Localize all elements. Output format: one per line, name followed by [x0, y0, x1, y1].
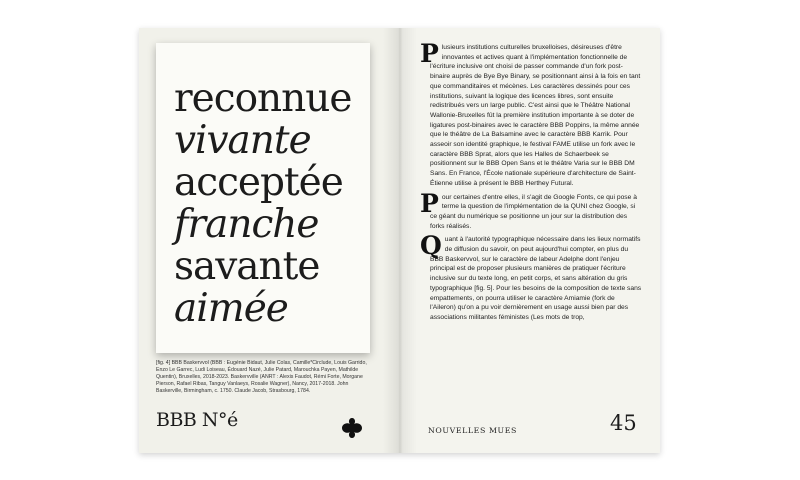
paragraph-3	[420, 231, 642, 322]
dropcap-p: P	[420, 39, 439, 68]
right-page	[400, 28, 660, 453]
running-footer-title: NOUVELLES MUES	[428, 426, 517, 435]
poster-figure	[156, 43, 370, 353]
dropcap-q: Q	[420, 231, 442, 261]
paragraph-1	[420, 39, 642, 189]
poster-word-1: reconnue	[174, 76, 352, 121]
masthead-logo: BBB N°é	[156, 409, 238, 431]
paragraph-3-text: uant à l'autorité typographique nécessaire dans les lieux normatifs de diffusion du savoir, on peut aujourd'hui compter, en plus du BBB Baskervvol, sur le caractère de labeur Adelphe dont l'enjeu principal est de proposer plusieurs manières de pratiquer l'écriture inclusive sur du texte long, en petit corps, et sans altération du gris typographique [fig. 5]. Pour les besoins de la composition de texte sans empattements, on pourra utiliser le caractère Amiamie (fork de l'Aileron) qu'on a pu voir dernièrement en usage aussi bien par des associations militantes féministes (Les mots de trop,	[430, 236, 642, 321]
paragraph-2-text: our certaines d'entre elles, il s'agit de Google Fonts, ce qui pose à terme la question de l'implémentation de la QUNI chez Google, si ce géant du numérique se positionne un jour sur la distribution des forks réalisés.	[430, 193, 637, 230]
page-number: 45	[610, 411, 637, 435]
figure-caption: [fig. 4] BBB Baskervvol (BBB : Eugénie Bidaut, Julie Colas, Camille*Circlude, Louis Garrido, Enzo Le Garrec, Ludi Loiseau, Édouard Nazé, Julie Patard, Marouchka Payen, Mathilde Quentin), Bruxelles, 2018-2023. Baskervville (ANRT : Alexis Faudot, Rémi Forte, Morgane Pierson, Rafael Ribas, Tanguy Vanlaeys, Rosalie Wagner), Nancy, 2017-2018. John Baskerville, Birmingham, c. 1750. Claude Jacob, Strasbourg, 1784.	[156, 360, 367, 394]
poster-word-5: savante	[174, 244, 320, 289]
ornament-icon	[341, 417, 363, 439]
poster-word-2: vivante	[174, 118, 311, 163]
poster-word-4: franche	[174, 202, 319, 247]
paragraph-2	[420, 188, 642, 232]
left-page	[139, 28, 400, 453]
poster-word-3: acceptée	[174, 160, 343, 205]
poster-word-6: aimée	[174, 286, 288, 331]
body-text	[420, 39, 642, 323]
book-spread	[139, 28, 660, 453]
dropcap-p-2: P	[420, 188, 439, 218]
paragraph-1-text: lusieurs institutions culturelles bruxelloises, désireuses d'être innovantes et actives quant à l'implémentation fonctionnelle de l'écriture inclusive ont choisi de passer commande d'un fork post-binaire auprès de Bye Bye Binary, se positionnant ainsi à la fois en tant que commanditaires et mécènes. Les caractères dessinés pour ces institutions, suivant la logique des licences libres, sont ensuite redistribués vers un large public. C'est ainsi que le Théâtre National Wallonie-Bruxelles fût la première institution importante à se doter de ligatures post-binaires avec le caractère BBB Poppins, la même année que le théâtre de La Balsamine avec le caractère BBB Karrik. Pour asseoir son identité graphique, le festival FAME utilise un fork avec le caractère BBB Sprat, alors que les Halles de Schaerbeek se positionnent sur le BBB Open Sans et le théâtre Varia sur le BBB DM Sans. En France, l'École nationale supérieure d'architecture de Saint-Étienne utilise à présent le BBB Herthey Futural.	[430, 44, 641, 187]
